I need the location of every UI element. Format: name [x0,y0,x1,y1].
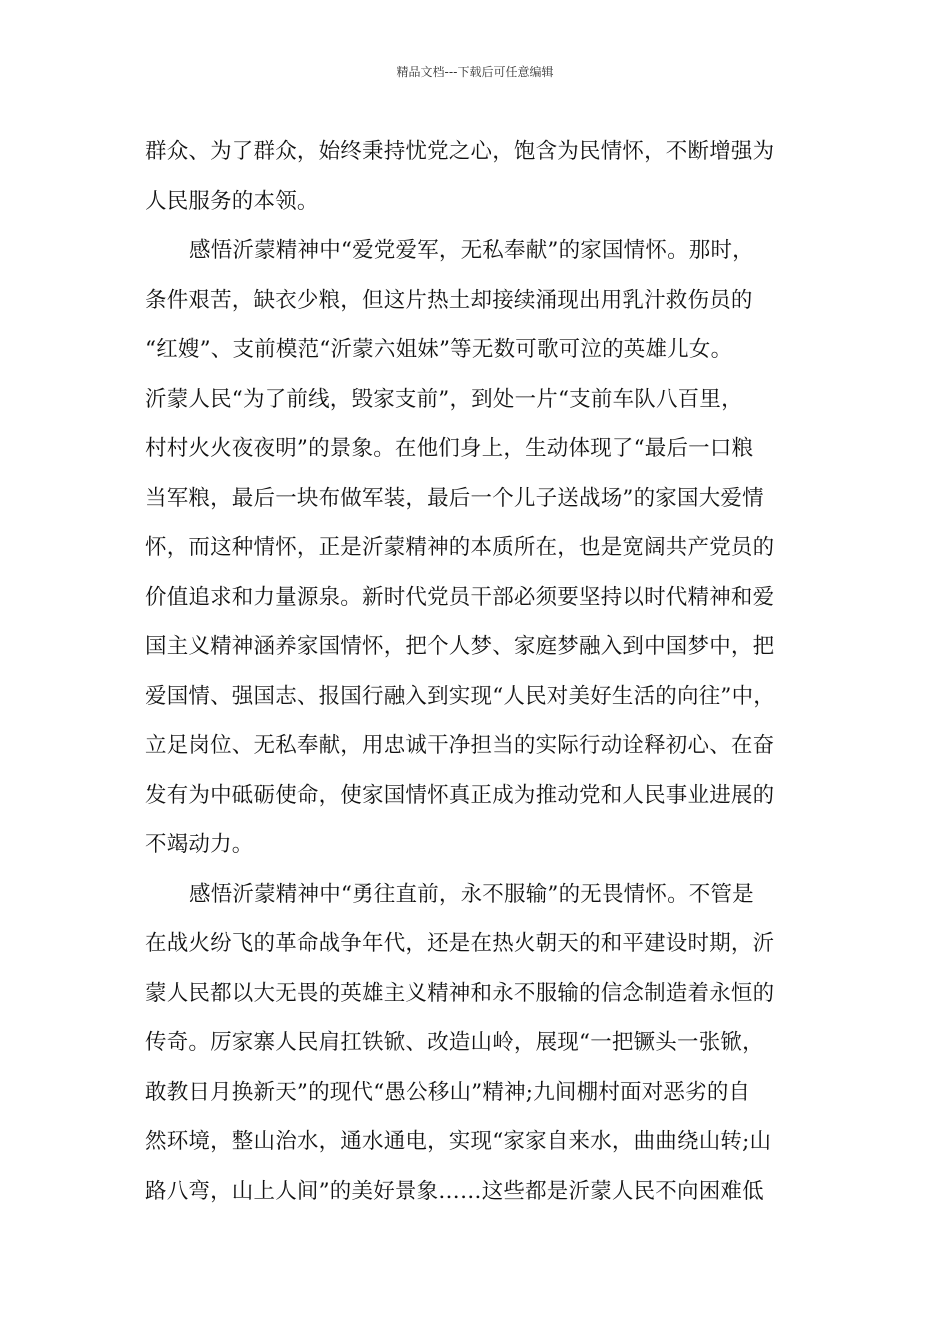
text-line: 村村火火夜夜明”的景象。在他们身上，生动体现了“最后一口粮 [145,436,754,461]
text-line: 怀，而这种情怀，正是沂蒙精神的本质所在，也是宽阔共产党员的 [145,535,775,560]
text-line: 蒙人民都以大无畏的英雄主义精神和永不服输的信念制造着永恒的 [145,980,775,1006]
text-line: 条件艰苦，缺衣少粮，但这片热土却接续涌现出用乳汁救伤员的 [145,287,753,313]
text-line: 不竭动力。 [145,832,254,857]
text-line: 群众、为了群众，始终秉持忧党之心，饱含为民情怀，不断增强为 [145,139,775,164]
text-line: 然环境，整山治水，通水通电，实现“家家自来水，曲曲绕山转;山 [145,1129,772,1154]
text-line: 国主义精神涵养家国情怀，把个人梦、家庭梦融入到中国梦中，把 [145,634,775,659]
text-line: 沂蒙人民“为了前线，毁家支前”，到处一片“支前车队八百里， [145,386,743,412]
document-body [145,127,825,1216]
text-line: “红嫂”、支前模范“沂蒙六姐妹”等无数可歌可泣的英雄儿女。 [145,337,733,362]
text-line: 路八弯，山上人间”的美好景象……这些都是沂蒙人民不向困难低 [145,1178,764,1204]
text-line: 爱国情、强国志、报国行融入到实现“人民对美好生活的向往”中， [145,683,775,709]
text-line: 传奇。厉家寨人民肩扛铁锨、改造山岭，展现“一把镢头一张锨， [145,1030,764,1055]
text-line: 立足岗位、无私奉献，用忠诚干净担当的实际行动诠释初心、在奋 [145,733,775,758]
text-line: 当军粮，最后一块布做军装，最后一个儿子送战场”的家国大爱情 [145,485,764,511]
paragraph-first-line: 感悟沂蒙精神中“爱党爱军，无私奉献”的家国情怀。那时， [189,238,754,263]
text-line: 发有为中砥砺使命，使家国情怀真正成为推动党和人民事业进展的 [145,782,775,808]
text-line: 在战火纷飞的革命战争年代，还是在热火朝天的和平建设时期，沂 [145,931,775,956]
text-line: 敢教日月换新天”的现代“愚公移山”精神;九间棚村面对恶劣的自 [145,1079,751,1105]
page-header: 精品文档---下载后可任意编辑 [396,65,554,79]
text-line: 人民服务的本领。 [145,188,319,214]
paragraph-first-line: 感悟沂蒙精神中“勇往直前，永不服输”的无畏情怀。不管是 [189,881,754,907]
text-line: 价值追求和力量源泉。新时代党员干部必须要坚持以时代精神和爱 [145,584,775,610]
